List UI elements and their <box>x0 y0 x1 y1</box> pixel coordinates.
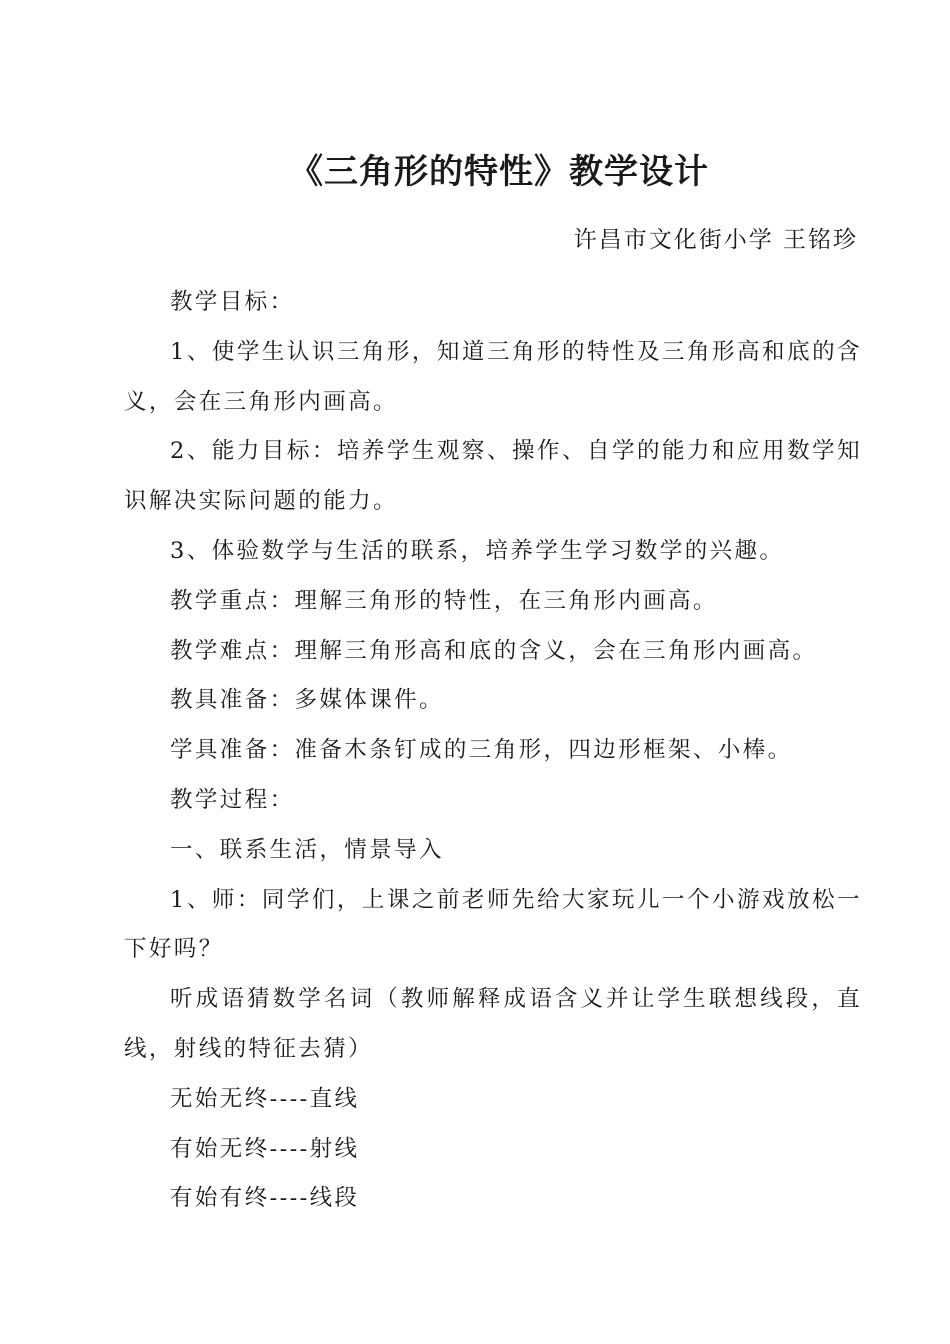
paragraph-teaching-aids: 教具准备：多媒体课件。 <box>170 687 444 714</box>
paragraph-teacher-intro: 1、师：同学们，上课之前老师先给大家玩儿一个小游戏放松一下好吗？ <box>124 886 862 963</box>
paragraph-goal-1: 1、使学生认识三角形，知道三角形的特性及三角形高和底的含义，会在三角形内画高。 <box>124 338 862 415</box>
document-body <box>124 278 862 1224</box>
paragraph-goal-2: 2、能力目标：培养学生观察、操作、自学的能力和应用数学知识解决实际问题的能力。 <box>124 438 862 515</box>
paragraph-section-1-heading: 一、联系生活，情景导入 <box>170 836 444 863</box>
paragraph-teaching-goals-heading: 教学目标： <box>170 289 295 315</box>
paragraph-goal-3: 3、体验数学与生活的联系，培养学生学习数学的兴趣。 <box>170 537 785 564</box>
paragraph-ray: 有始无终----射线 <box>170 1135 360 1162</box>
paragraph-idiom-game: 听成语猜数学名词（教师解释成语含义并让学生联想线段，直线，射线的特征去猜） <box>124 986 862 1062</box>
paragraph-student-aids: 学具准备：准备木条钉成的三角形，四边形框架、小棒。 <box>170 737 793 764</box>
paragraph-line: 无始无终----直线 <box>170 1085 360 1112</box>
paragraph-key-points: 教学重点：理解三角形的特性，在三角形内画高。 <box>170 587 718 614</box>
paragraph-difficulties: 教学难点：理解三角形高和底的含义，会在三角形内画高。 <box>170 637 818 664</box>
paragraph-segment: 有始有终----线段 <box>170 1185 360 1212</box>
paragraph-process-heading: 教学过程： <box>170 786 295 813</box>
author-line: 许昌市文化街小学 王铭珍 <box>573 227 858 253</box>
document-title: 《三角形的特性》教学设计 <box>289 152 709 192</box>
